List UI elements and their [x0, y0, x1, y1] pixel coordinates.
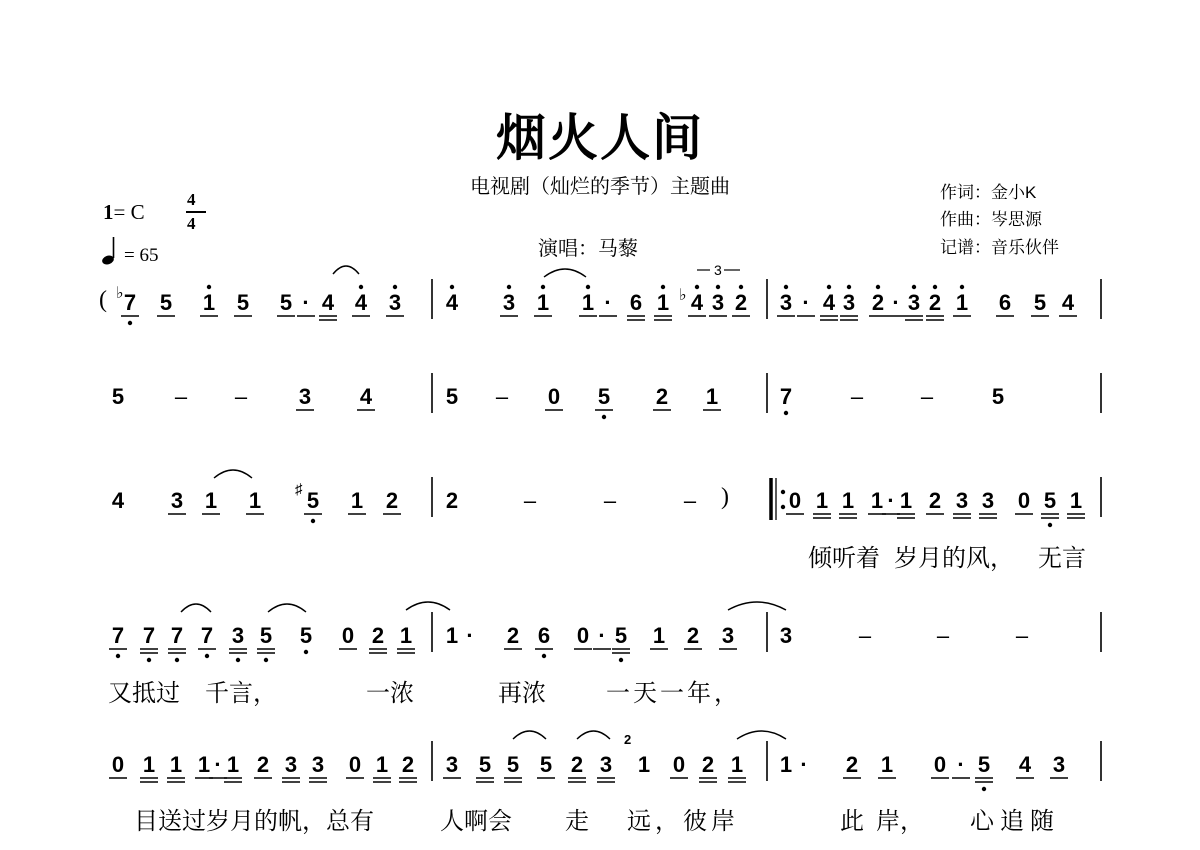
score-note: 5	[236, 290, 250, 315]
lyric-line-2: 千言，	[205, 680, 277, 707]
score-note: 4	[1061, 290, 1075, 315]
octave-dot	[716, 285, 720, 289]
score-note: 1	[536, 290, 550, 315]
score-note: ·	[802, 290, 810, 315]
slur-arc	[577, 731, 610, 739]
lyric-line-3: 人啊会	[440, 808, 512, 835]
score-note: 5	[597, 384, 611, 409]
score-note: 1	[652, 623, 666, 648]
score-note: 1	[142, 752, 156, 777]
score-note: 1	[226, 752, 240, 777]
score-note: 5	[991, 384, 1005, 409]
score-note: 3	[388, 290, 402, 315]
score-note: 2	[845, 752, 859, 777]
score-note: 7	[123, 290, 137, 315]
score-note: 0	[547, 384, 561, 409]
score-note: 2	[928, 488, 942, 513]
score-note: 5	[614, 623, 628, 648]
score-note: 5	[445, 384, 459, 409]
lyric-line-2: 再浓	[498, 680, 546, 707]
score-note: 5	[1033, 290, 1047, 315]
octave-dot	[661, 285, 665, 289]
score-note: 1	[899, 488, 913, 513]
score-note: ·	[598, 623, 606, 648]
octave-dot	[207, 285, 211, 289]
octave-dot	[264, 658, 268, 662]
score-note: 4	[445, 290, 459, 315]
score-note: 3	[721, 623, 735, 648]
lyric-line-2: 一浓	[366, 680, 414, 707]
slur-arc	[737, 731, 786, 739]
score-note: 2	[734, 290, 748, 315]
lyric-line-3: 远，彼岸	[627, 808, 739, 835]
score-note: ·	[887, 488, 895, 513]
score-note: 6	[629, 290, 643, 315]
octave-dot	[784, 411, 788, 415]
score-note: 2	[686, 623, 700, 648]
score-note: 5	[539, 752, 553, 777]
score-note: 1	[445, 623, 459, 648]
score-note: 2	[445, 488, 459, 513]
score-note: 3	[981, 488, 995, 513]
score-note: 1	[350, 488, 364, 513]
time-signature-bottom: 4	[187, 214, 196, 233]
score-note: 2	[256, 752, 270, 777]
score-note: 5	[1043, 488, 1057, 513]
octave-dot	[116, 654, 120, 658]
lyric-line-1: 倾听着	[808, 545, 880, 572]
score-note: 4	[690, 290, 704, 315]
score-note: 5	[306, 488, 320, 513]
score-note: 0	[933, 752, 947, 777]
score-note: 0	[788, 488, 802, 513]
intro-open-paren: (	[99, 287, 107, 313]
octave-dot	[507, 285, 511, 289]
score-note: 2	[371, 623, 385, 648]
score-note: –	[603, 488, 617, 513]
key-value: = C	[113, 200, 145, 224]
score-note: 1	[202, 290, 216, 315]
score-note: –	[850, 384, 864, 409]
score-note: 7	[200, 623, 214, 648]
octave-dot	[128, 321, 132, 325]
score-note: 1	[1069, 488, 1083, 513]
score-note: 0	[348, 752, 362, 777]
lyric-line-2: 一天一年，	[606, 680, 741, 707]
score-note: 3	[779, 623, 793, 648]
slur-arc	[544, 269, 586, 277]
score-note: ·	[466, 623, 474, 648]
score-note: 3	[284, 752, 298, 777]
score-note: 2	[401, 752, 415, 777]
score-note: 5	[279, 290, 293, 315]
score-note: 3	[445, 752, 459, 777]
score-note: 7	[142, 623, 156, 648]
intro-close-paren: )	[721, 484, 729, 510]
score-note: 1	[248, 488, 262, 513]
score-note: 1	[779, 752, 793, 777]
score-note: 5	[478, 752, 492, 777]
score-note: 3	[502, 290, 516, 315]
score-note: 4	[822, 290, 836, 315]
octave-dot	[542, 654, 546, 658]
score-note: 6	[998, 290, 1012, 315]
score-note: 3	[955, 488, 969, 513]
flat-sign: ♭	[116, 285, 124, 302]
score-note: 3	[1052, 752, 1066, 777]
octave-dot	[933, 285, 937, 289]
time-signature-top: 4	[187, 190, 196, 209]
lyric-line-3: 心追随	[970, 808, 1060, 835]
song-title: 烟火人间	[496, 108, 704, 167]
octave-dot	[175, 658, 179, 662]
score-note: –	[858, 623, 872, 648]
octave-dot	[304, 650, 308, 654]
octave-dot	[1048, 523, 1052, 527]
score-note: –	[174, 384, 188, 409]
score-note: 4	[1018, 752, 1032, 777]
octave-dot	[586, 285, 590, 289]
octave-dot	[541, 285, 545, 289]
score-note: –	[523, 488, 537, 513]
score-note: 7	[111, 623, 125, 648]
octave-dot	[784, 285, 788, 289]
score-note: 3	[599, 752, 613, 777]
lyric-line-3: 目送过岁月的帆，总有	[134, 808, 374, 835]
song-subtitle: 电视剧（灿烂的季节）主题曲	[470, 176, 730, 198]
slur-arc	[214, 470, 252, 478]
score-note: 1	[375, 752, 389, 777]
score-note: 3	[842, 290, 856, 315]
score-note: 0	[1017, 488, 1031, 513]
octave-dot	[602, 415, 606, 419]
score-note: 3	[711, 290, 725, 315]
score-note: 3	[311, 752, 325, 777]
octave-dot	[205, 654, 209, 658]
lyric-line-3: 此	[840, 808, 864, 835]
score-note: –	[234, 384, 248, 409]
score-note: –	[920, 384, 934, 409]
slur-arc	[406, 602, 450, 610]
singer-credit: 演唱：马藜	[538, 238, 638, 260]
score-note: 1	[204, 488, 218, 513]
score-note: 3	[231, 623, 245, 648]
score-note: 3	[170, 488, 184, 513]
score-note: 2	[655, 384, 669, 409]
score-note: 3	[298, 384, 312, 409]
lyric-line-2: 又抵过	[108, 680, 180, 707]
key-prefix: 1	[103, 200, 114, 224]
octave-dot	[876, 285, 880, 289]
score-note: 3	[779, 290, 793, 315]
lyricist-credit: 作词：金小K	[940, 183, 1037, 202]
slur-arc	[268, 604, 306, 612]
octave-dot	[847, 285, 851, 289]
triplet-number: 3	[714, 262, 722, 278]
score-note: 1	[169, 752, 183, 777]
score-note: 3	[907, 290, 921, 315]
lyric-line-1: 岁月的风，	[894, 545, 1014, 572]
score-note: 4	[111, 488, 125, 513]
score-note: 0	[576, 623, 590, 648]
score-note: 6	[537, 623, 551, 648]
score-note: 5	[159, 290, 173, 315]
octave-dot	[236, 658, 240, 662]
score-note: 2	[928, 290, 942, 315]
score-note: 2	[385, 488, 399, 513]
score-note: 1	[955, 290, 969, 315]
score-note: 5	[299, 623, 313, 648]
octave-dot	[781, 505, 785, 509]
score-note: 2	[871, 290, 885, 315]
score-note: –	[495, 384, 509, 409]
score-note: 1	[581, 290, 595, 315]
score-note: 1	[705, 384, 719, 409]
octave-dot	[619, 658, 623, 662]
score-note: 2	[701, 752, 715, 777]
score-note: 4	[359, 384, 373, 409]
octave-dot	[450, 285, 454, 289]
octave-dot	[311, 519, 315, 523]
tempo-marking: = 65	[124, 245, 159, 266]
score-note: 1	[637, 752, 651, 777]
flat-sign: ♭	[679, 287, 687, 304]
score-note: 4	[354, 290, 368, 315]
score-note: 2	[570, 752, 584, 777]
octave-dot	[147, 658, 151, 662]
score-note: 1	[197, 752, 211, 777]
lyric-line-3: 走	[565, 808, 589, 835]
composer-credit: 作曲：岑思源	[940, 210, 1042, 229]
score-note: 0	[341, 623, 355, 648]
octave-dot	[912, 285, 916, 289]
score-note: 1	[870, 488, 884, 513]
slur-arc	[181, 604, 211, 612]
octave-dot	[739, 285, 743, 289]
slur-arc	[513, 731, 546, 739]
score-note: 7	[779, 384, 793, 409]
score-note: 5	[977, 752, 991, 777]
octave-dot	[393, 285, 397, 289]
slur-arc	[333, 266, 359, 274]
octave-dot	[960, 285, 964, 289]
octave-dot	[695, 285, 699, 289]
score-note: 0	[672, 752, 686, 777]
octave-dot	[359, 285, 363, 289]
score-note: 5	[111, 384, 125, 409]
octave-dot	[982, 787, 986, 791]
slur-arc	[728, 602, 786, 610]
grace-note: 2	[624, 732, 632, 747]
score-note: 5	[506, 752, 520, 777]
octave-dot	[827, 285, 831, 289]
sharp-sign: ♯	[295, 481, 303, 498]
score-note: 1	[880, 752, 894, 777]
score-note: 4	[321, 290, 335, 315]
octave-dot	[781, 490, 785, 494]
transcriber-credit: 记谱：音乐伙伴	[940, 238, 1059, 257]
score-note: 2	[506, 623, 520, 648]
score-note: ·	[800, 752, 808, 777]
score-note: 5	[259, 623, 273, 648]
score-note: –	[936, 623, 950, 648]
score-note: ·	[892, 290, 900, 315]
score-note: 1	[730, 752, 744, 777]
score-note: –	[683, 488, 697, 513]
score-note: 1	[399, 623, 413, 648]
score-note: ·	[604, 290, 612, 315]
score-note: 1	[815, 488, 829, 513]
score-note: 7	[170, 623, 184, 648]
score-note: ·	[957, 752, 965, 777]
score-note: ·	[214, 752, 222, 777]
score-note: –	[1015, 623, 1029, 648]
lyric-line-3: 岸，	[876, 808, 924, 835]
score-note: 1	[841, 488, 855, 513]
lyric-line-1: 无言	[1038, 545, 1086, 572]
score-note: 1	[656, 290, 670, 315]
score-note: 0	[111, 752, 125, 777]
score-note: ·	[302, 290, 310, 315]
